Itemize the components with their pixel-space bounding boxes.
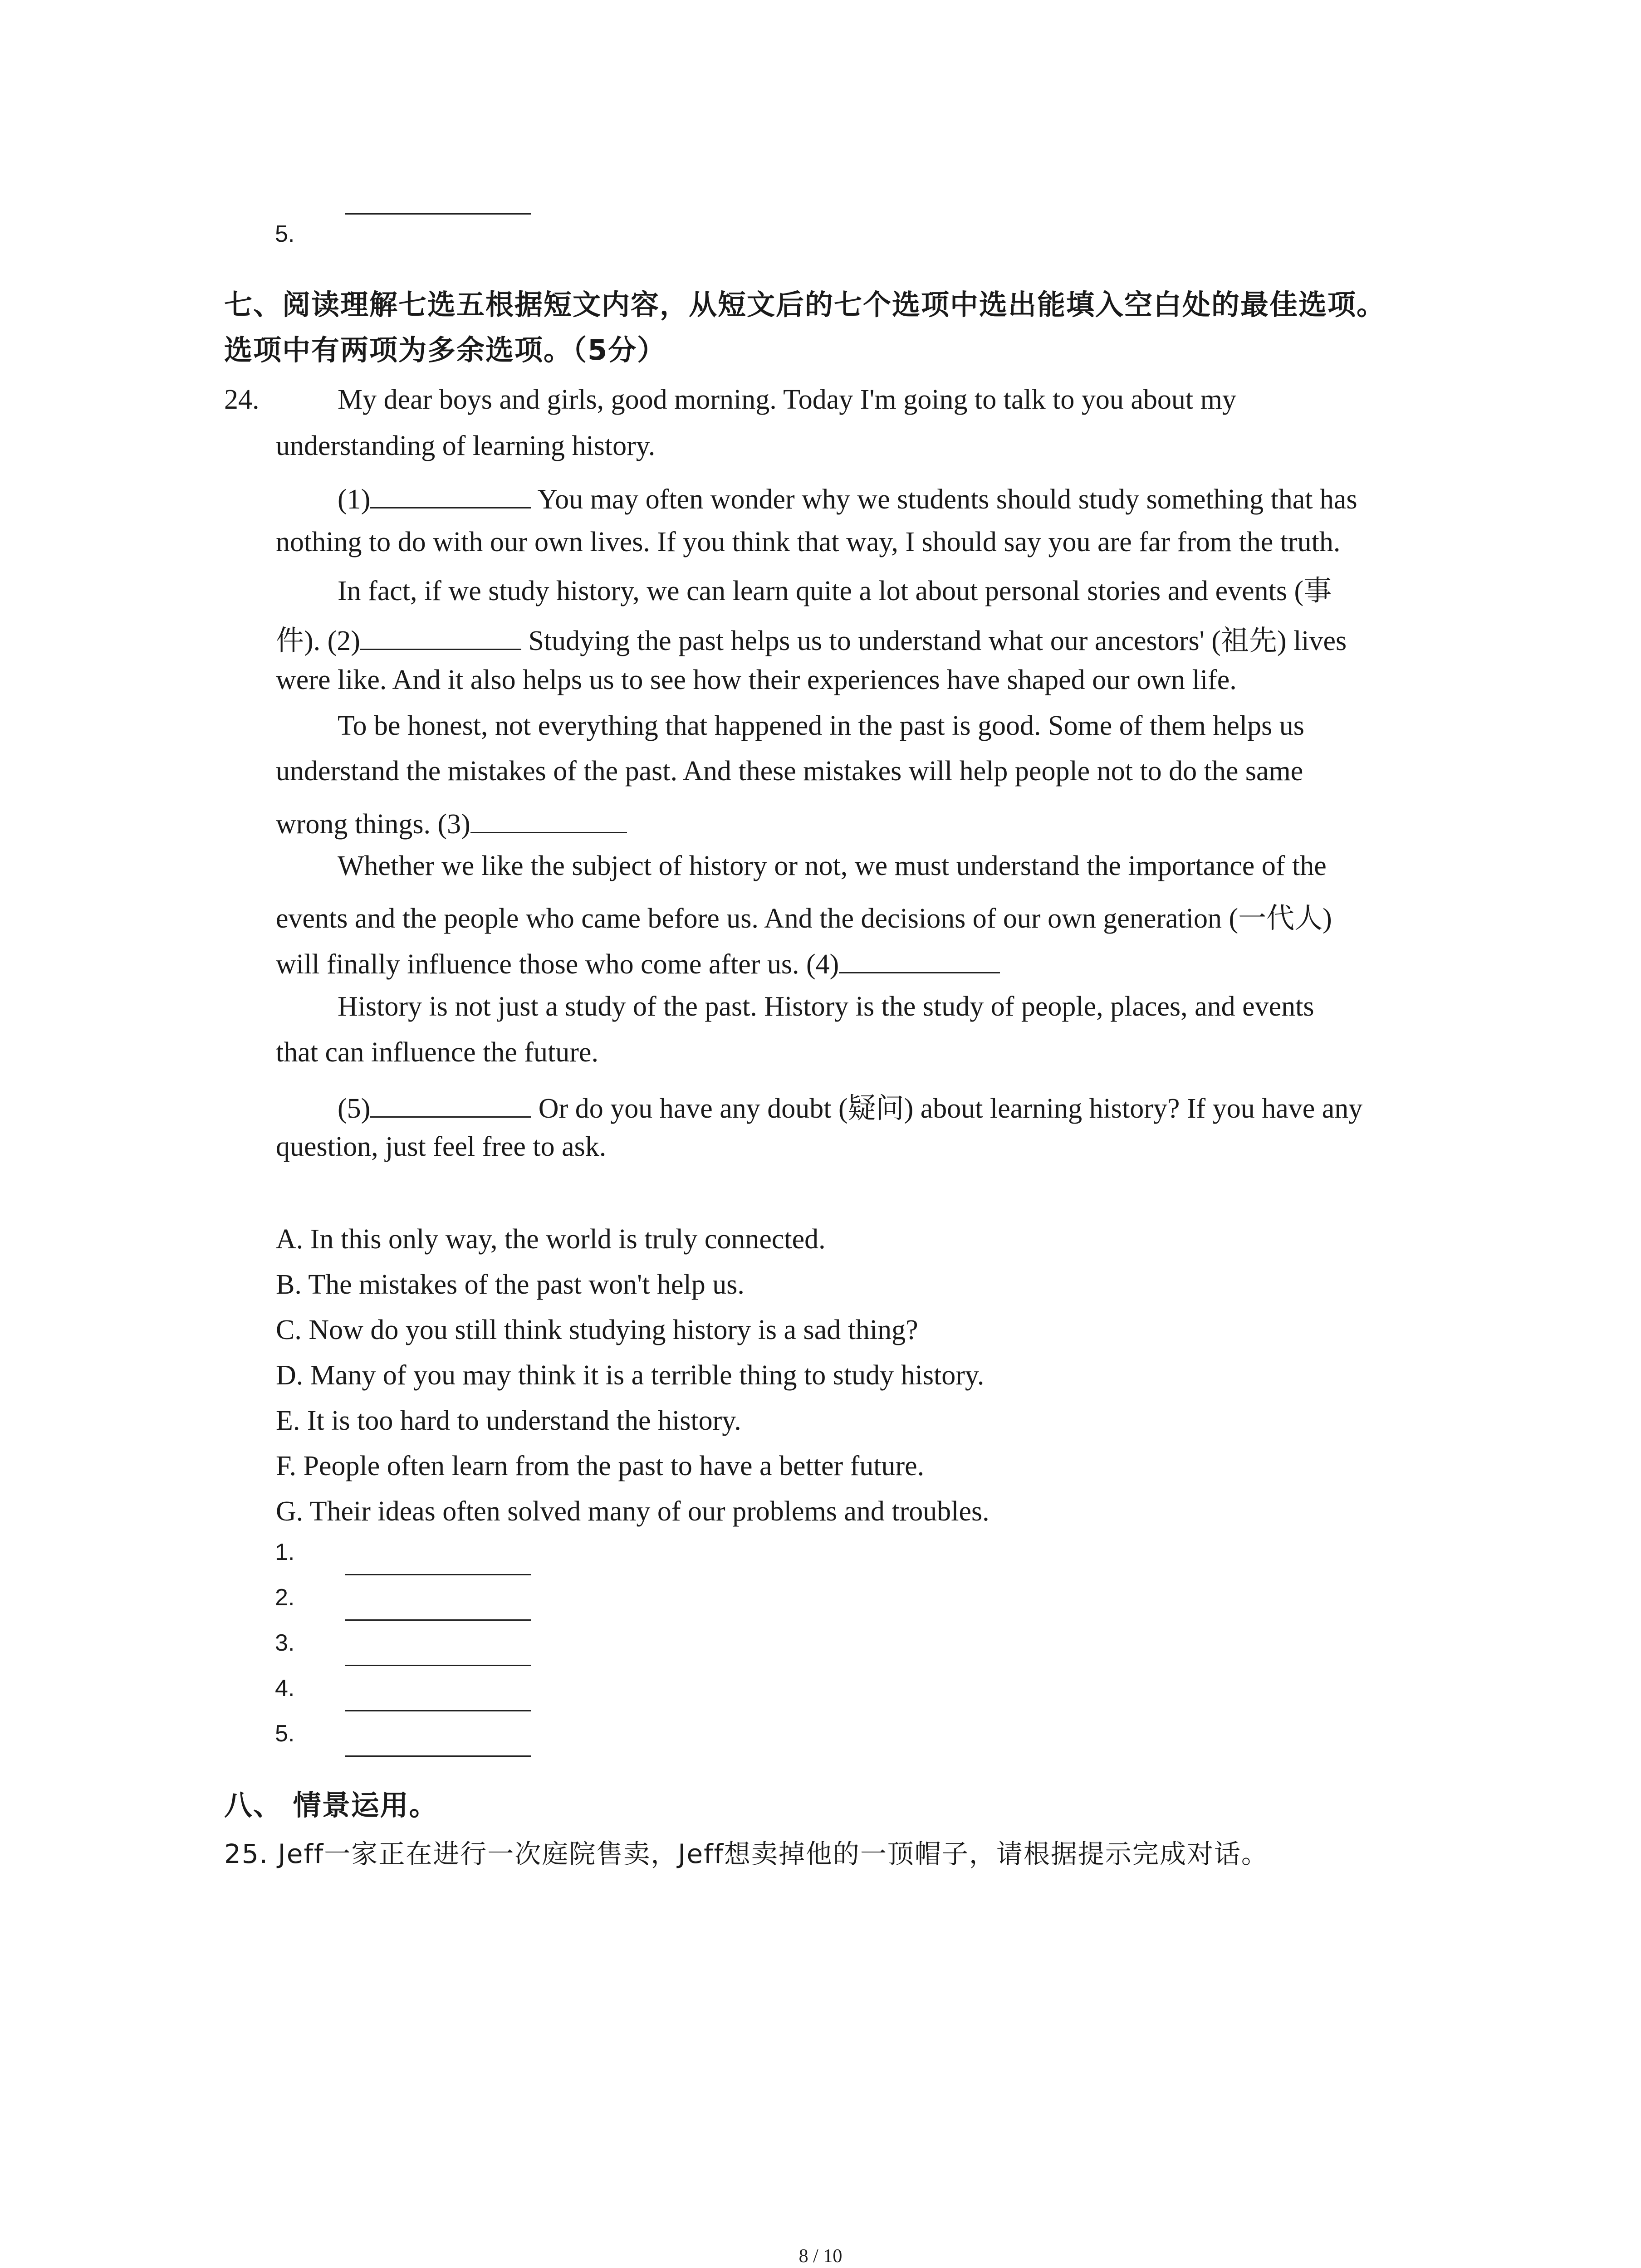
passage-blank-1[interactable] [370,480,531,508]
passage-p3-line2 [276,618,1347,658]
passage-p4-line2: understand the mistakes of the past. And these mistakes will help people not to do the same [276,756,1303,787]
answer-blank-4[interactable] [345,1710,531,1711]
answer-number-prev-5: 5. [275,221,295,247]
option-b: B. The mistakes of the past won't help us. [276,1269,745,1300]
passage-p5-line1: Whether we like the subject of history or not, we must understand the importance of the [338,850,1327,881]
passage-p4-line3-pre: wrong things. (3) [276,809,470,840]
answer-number-4: 4. [275,1675,295,1701]
passage-blank-2[interactable] [360,621,521,650]
answer-number-1: 1. [275,1539,295,1565]
answer-blank-prev-5[interactable] [345,213,531,215]
passage-p6-line2: that can influence the future. [276,1037,598,1068]
passage-p5-line3-pre: will finally influence those who come after us. (4) [276,949,839,980]
section7-title-line2: 选项中有两项为多余选项。（5分） [224,333,666,367]
passage-p5-line2: events and the people who came before us. And the decisions of our own generation (一代人) [276,903,1332,934]
passage-p4-line1: To be honest, not everything that happened in the past is good. Some of them helps us [338,710,1304,741]
passage-p7-line1 [338,1085,1362,1126]
passage-p4-line3 [276,805,627,841]
answer-blank-5[interactable] [345,1755,531,1757]
passage-p2-line1-text: You may often wonder why we students should study something that has [531,484,1357,515]
blank-label-5: (5) [338,1093,371,1124]
passage-p3-line2-pre: 件). (2) [276,626,360,656]
passage-blank-4[interactable] [839,945,1000,973]
passage-blank-3[interactable] [470,805,627,833]
option-a: A. In this only way, the world is truly connected. [276,1224,826,1255]
passage-p1-line1: My dear boys and girls, good morning. Today I'm going to talk to you about my [338,384,1236,415]
option-c: C. Now do you still think studying history is a sad thing? [276,1315,918,1345]
passage-p2-line1 [338,480,1357,516]
question-number-24: 24. [224,384,260,415]
passage-p1-line2: understanding of learning history. [276,430,656,461]
passage-p6-line1: History is not just a study of the past. History is the study of people, places, and events [338,991,1314,1022]
passage-p7-line2: question, just feel free to ask. [276,1131,607,1162]
passage-p5-line3 [276,945,1000,981]
passage-p3-line2-text: Studying the past helps us to understand what our ancestors' (祖先) lives [521,626,1347,656]
option-g: G. Their ideas often solved many of our problems and troubles. [276,1496,989,1527]
answer-blank-3[interactable] [345,1665,531,1666]
answer-number-5: 5. [275,1721,295,1747]
option-f: F. People often learn from the past to have a better future. [276,1451,925,1481]
question-25-prompt: 25. Jeff一家正在进行一次庭院售卖，Jeff想卖掉他的一顶帽子，请根据提示完成对话。 [224,1838,1269,1869]
page-number: 8 / 10 [798,2246,843,2267]
passage-p3-line3: were like. And it also helps us to see how their experiences have shaped our own life. [276,665,1237,695]
blank-label-1: (1) [338,484,371,515]
section8-title: 八、 情景运用。 [224,1789,438,1822]
passage-p2-line2: nothing to do with our own lives. If you think that way, I should say you are far from the truth. [276,527,1341,557]
answer-number-2: 2. [275,1584,295,1611]
passage-p7-line1-text: Or do you have any doubt (疑问) about learning history? If you have any [531,1093,1363,1124]
passage-blank-5[interactable] [370,1089,531,1118]
option-e: E. It is too hard to understand the history. [276,1405,741,1436]
answer-number-3: 3. [275,1630,295,1656]
answer-blank-2[interactable] [345,1619,531,1621]
option-d: D. Many of you may think it is a terrible thing to study history. [276,1360,985,1391]
answer-blank-1[interactable] [345,1574,531,1575]
section7-title-line1: 七、阅读理解七选五根据短文内容，从短文后的七个选项中选出能填入空白处的最佳选项。 [224,288,1386,321]
passage-p3-line1: In fact, if we study history, we can learn quite a lot about personal stories and events (事 [338,576,1332,606]
